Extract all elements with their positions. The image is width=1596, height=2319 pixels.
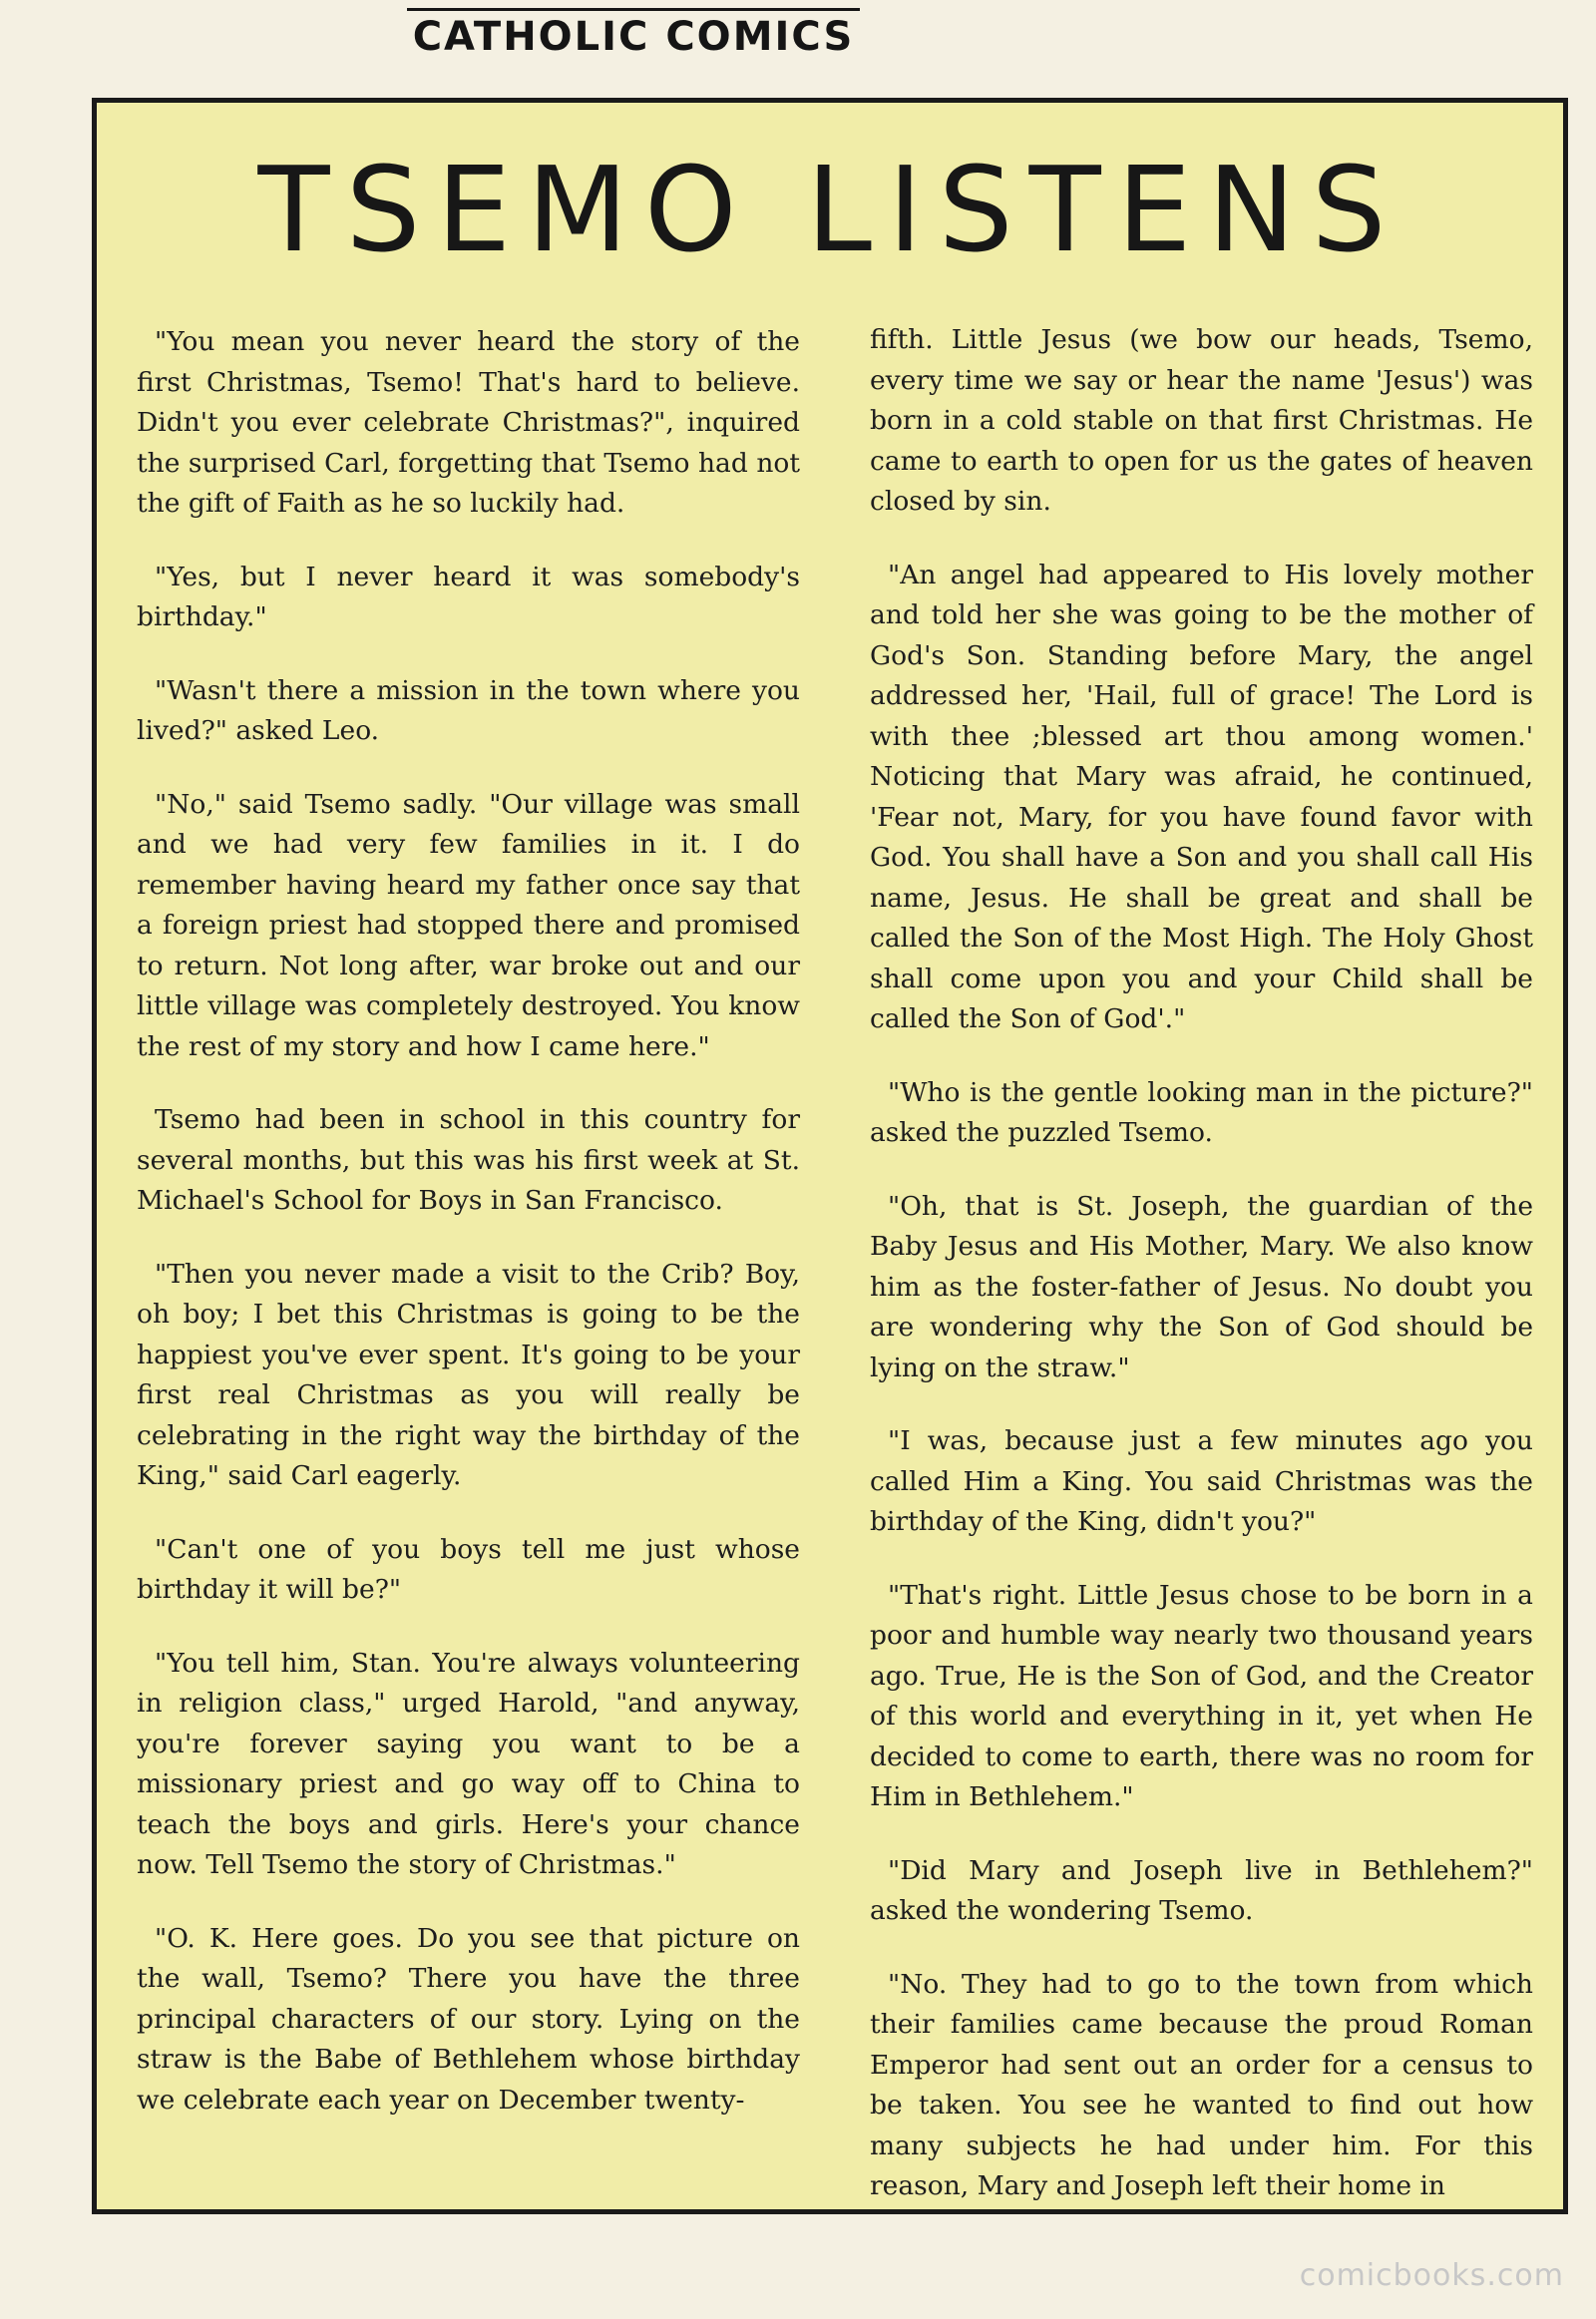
paragraph: "Then you never made a visit to the Crib? Boy, oh boy; I bet this Christmas is going to be the happiest you've ever spent. It's going to be your first real Christmas as you will really be celebrating in the right way the birthday of the King," said Carl eagerly. [137, 1258, 800, 1491]
comic-title: CATHOLIC COMICS [407, 8, 861, 61]
paragraph: "Can't one of you boys tell me just whose birthday it will be?" [137, 1533, 800, 1605]
story-headline: TSEMO LISTENS [257, 141, 1402, 278]
paragraph: "An angel had appeared to His lovely mother and told her she was going to be the mother of God's Son. Standing before Mary, the angel addressed her, 'Hail, full of grace! The Lord is with thee ;blessed art thou among women.' Noticing that Mary was afraid, he continued, 'Fear not, Mary, for you have found favor with God. You shall have a Son and you shall call His name, Jesus. He shall be great and shall be called the Son of the Most High. The Holy Ghost shall come upon you and your Child shall be called the Son of God'." [870, 559, 1533, 1034]
paragraph: "Did Mary and Joseph live in Bethlehem?" asked the wondering Tsemo. [870, 1854, 1533, 1926]
story-panel [92, 98, 1568, 2214]
paragraph-continued: fifth. Little Jesus (we bow our heads, Tsemo, every time we say or hear the name 'Jesus') was born in a cold stable on that first Christmas. He came to earth to open for us the gates of heaven closed by sin. [870, 324, 1533, 517]
paragraph: "You tell him, Stan. You're always volunteering in religion class," urged Harold, "and anyway, you're forever saying you want to be a missionary priest and go way off to China to teach the boys and girls. Here's your chance now. Tell Tsemo the story of Christmas." [137, 1647, 800, 1880]
paragraph: "I was, because just a few minutes ago you called Him a King. You said Christmas was the birthday of the King, didn't you?" [870, 1425, 1533, 1537]
paragraph: "That's right. Little Jesus chose to be born in a poor and humble way nearly two thousand years ago. True, He is the Son of God, and the Creator of this world and everything in it, yet when He decided to come to earth, there was no room for Him in Bethlehem." [870, 1579, 1533, 1812]
paragraph: Tsemo had been in school in this country for several months, but this was his first week at St. Michael's School for Boys in San Francisco. [137, 1104, 800, 1216]
paragraph: "Yes, but I never heard it was somebody's birthday." [137, 561, 800, 632]
paragraph: "O. K. Here goes. Do you see that picture on the wall, Tsemo? There you have the three principal characters of our story. Lying on the straw is the Babe of Bethlehem whose birthday we celebrate each year on December twenty- [137, 1922, 800, 2116]
page-header [0, 8, 1596, 61]
paragraph: "No. They had to go to the town from which their families came because the proud Roman Emperor had sent out an order for a census to be taken. You see he wanted to find out how many subjects he had under him. For this reason, Mary and Joseph left their home in [870, 1968, 1533, 2201]
right-column [870, 320, 1533, 2240]
paragraph: "No," said Tsemo sadly. "Our village was small and we had very few families in it. I do remember having heard my father once say that a foreign priest had stopped there and promised to return. Not long after, war broke out and our little village was completely destroyed. You know the rest of my story and how I came here." [137, 788, 800, 1062]
paragraph: "Wasn't there a mission in the town where you lived?" asked Leo. [137, 674, 800, 746]
site-watermark: comicbooks.com [1299, 2258, 1564, 2293]
left-column [137, 322, 800, 2153]
paragraph: "Who is the gentle looking man in the picture?" asked the puzzled Tsemo. [870, 1076, 1533, 1148]
paragraph: "Oh, that is St. Joseph, the guardian of the Baby Jesus and His Mother, Mary. We also know him as the foster-father of Jesus. No doubt you are wondering why the Son of God should be lying on the straw." [870, 1190, 1533, 1383]
paragraph: "You mean you never heard the story of the first Christmas, Tsemo! That's hard to believe. Didn't you ever celebrate Christmas?", inquired the surprised Carl, forgetting that Tsemo had not the gift of Faith as he so luckily had. [137, 326, 800, 519]
